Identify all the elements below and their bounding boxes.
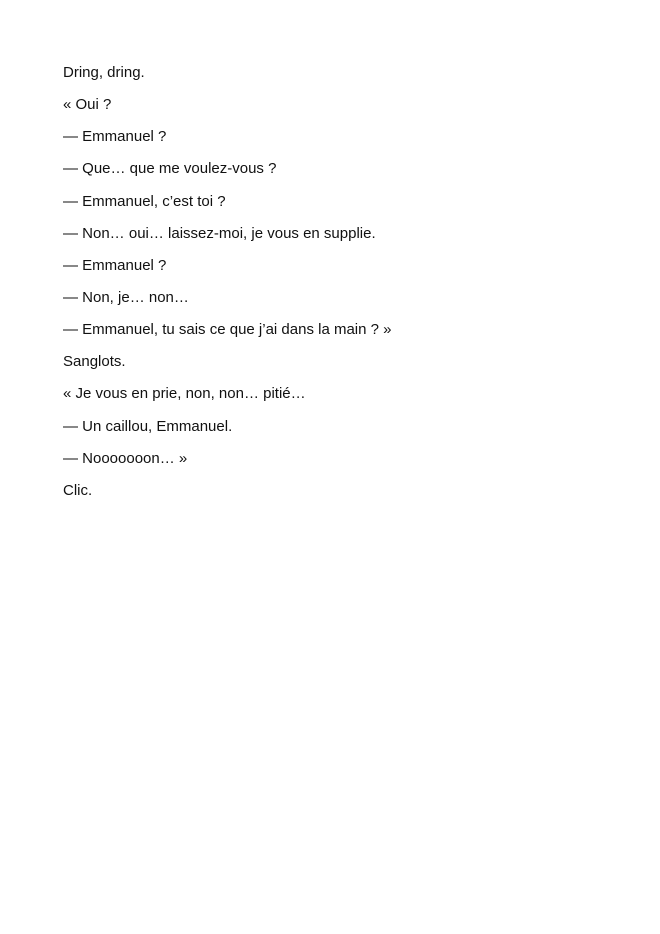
narration-line: Clic. (63, 481, 93, 499)
dialogue-line: — Emmanuel ? (63, 256, 167, 274)
dialogue-line: — Nooooooon… » (63, 449, 188, 467)
dialogue-line: — Emmanuel, tu sais ce que j’ai dans la main ? » (63, 321, 392, 339)
document-body (63, 61, 603, 511)
dialogue-line: — Un caillou, Emmanuel. (63, 417, 233, 435)
dialogue-line: « Oui ? (63, 96, 112, 114)
dialogue-line: — Non… oui… laissez-moi, je vous en supplie. (63, 224, 376, 242)
dialogue-line: — Que… que me voulez-vous ? (63, 160, 277, 178)
dialogue-line: — Emmanuel ? (63, 128, 167, 146)
narration-line: Dring, dring. (63, 64, 145, 81)
narration-line: Sanglots. (63, 353, 126, 371)
dialogue-line: — Non, je… non… (63, 288, 189, 306)
dialogue-line: « Je vous en prie, non, non… pitié… (63, 385, 306, 403)
dialogue-line: — Emmanuel, c’est toi ? (63, 192, 226, 210)
